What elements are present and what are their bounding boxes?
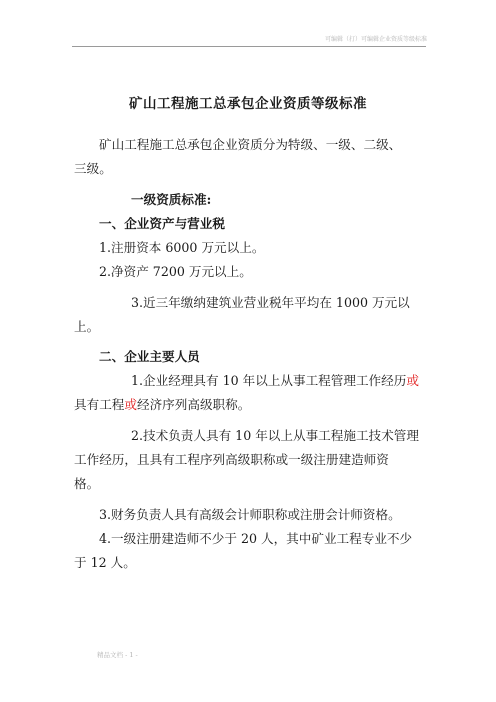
page-header-text: 可编辑（打）可编辑企业资质等级标准 <box>325 36 428 43</box>
section2-item2-line3: 格。 <box>74 476 100 491</box>
section1-heading: 一、企业资产与营业税 <box>99 216 225 231</box>
section1-item1: 1.注册资本 6000 万元以上。 <box>99 240 265 255</box>
section2-item2-line2: 工作经历，且具有工程序列高级职称或一级注册建造师资 <box>74 452 389 467</box>
section2-item1-line2 <box>74 397 250 413</box>
page-footer: 精品文档 - 1 - <box>97 651 138 659</box>
section1-item3-line2: 上。 <box>74 319 100 334</box>
level1-heading: 一级资质标准: <box>131 192 212 207</box>
section1-item2: 2.净资产 7200 万元以上。 <box>99 264 252 279</box>
highlight-or-2: 或 <box>124 397 137 412</box>
highlight-or-1: 或 <box>406 373 419 388</box>
section2-item1-line2-text-a: 具有工程 <box>74 397 125 412</box>
section2-item1-line1 <box>131 373 419 389</box>
section2-item4-line2: 于 12 人。 <box>74 555 136 570</box>
section2-item4-line1: 4.一级注册建造师不少于 20 人，其中矿业工程专业不少 <box>99 531 413 546</box>
document-title: 矿山工程施工总承包企业资质等级标准 <box>129 96 367 112</box>
section1-item3-line1: 3.近三年缴纳建筑业营业税年平均在 1000 万元以 <box>131 295 410 310</box>
header-divider <box>72 46 426 47</box>
section2-item1-line1-text: 1.企业经理具有 10 年以上从事工程管理工作经历 <box>131 373 407 388</box>
section2-item1-line2-text-b: 经济序列高级职称。 <box>136 397 251 412</box>
intro-line-1: 矿山工程施工总承包企业资质分为特级、一级、二级、 <box>99 137 402 152</box>
section2-item2-line1: 2.技术负责人具有 10 年以上从事工程施工技术管理 <box>131 428 419 443</box>
section2-item3: 3.财务负责人具有高级会计师职称或注册会计师资格。 <box>99 507 401 522</box>
section2-heading: 二、企业主要人员 <box>99 349 200 364</box>
intro-line-2: 三级。 <box>74 161 112 176</box>
